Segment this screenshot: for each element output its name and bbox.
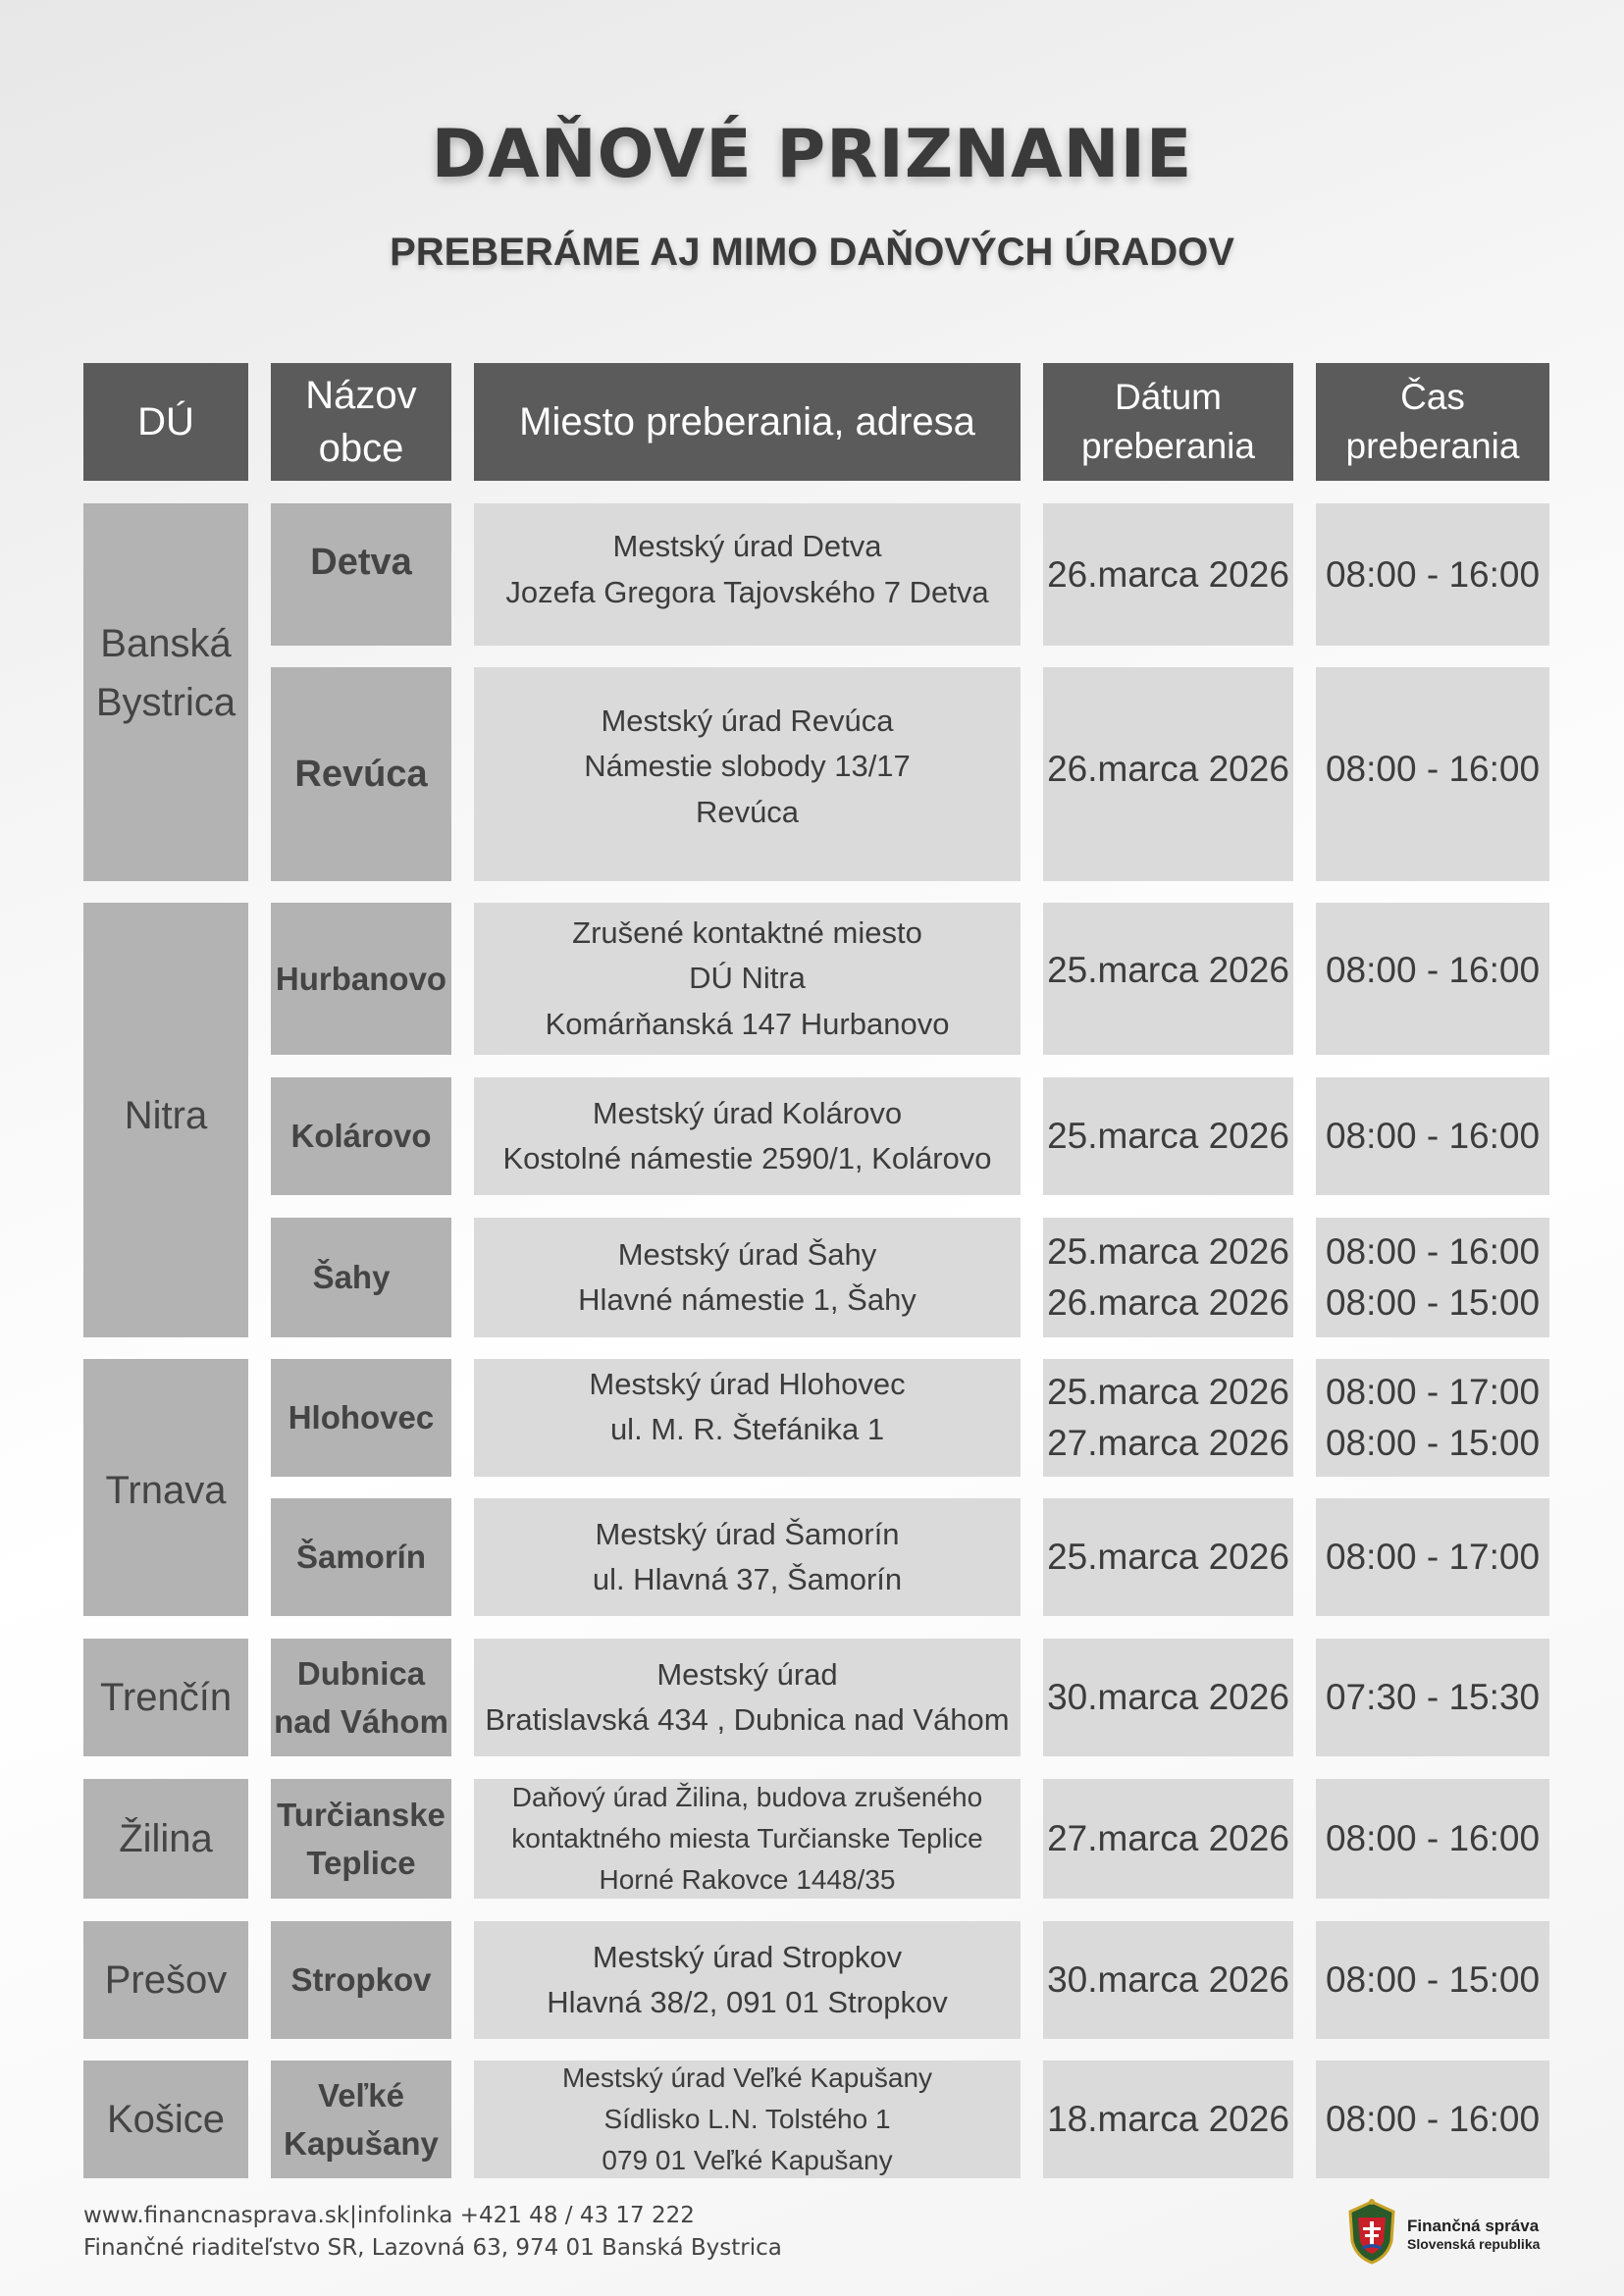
- town-kolarovo-label: Kolárovo: [290, 1118, 432, 1155]
- time-kolarovo: [1316, 1077, 1549, 1195]
- town-hurbanovo: [271, 903, 451, 1055]
- region-kosice: [83, 2061, 248, 2178]
- town-velke-kapusany: [271, 2061, 451, 2178]
- time-sahy: [1316, 1218, 1549, 1337]
- address-dubnica-line1: Mestský úrad: [656, 1656, 838, 1692]
- date-hurbanovo-value: 25.marca 2026: [1047, 949, 1289, 990]
- region-trnava: [83, 1359, 248, 1616]
- address-hlohovec-line2: ul. M. R. Štefánika 1: [609, 1412, 885, 1446]
- address-hurbanovo-line1: Zrušené kontaktné miesto: [572, 914, 922, 950]
- header-miesto: [474, 363, 1021, 481]
- time-turcianske-teplice: [1316, 1779, 1549, 1899]
- date-detva: [1043, 503, 1293, 646]
- town-velke-kapusany-line1: Veľké: [318, 2076, 404, 2113]
- address-hlohovec: [474, 1359, 1021, 1477]
- address-stropkov-line1: Mestský úrad Stropkov: [592, 1939, 903, 1974]
- address-kolarovo: [474, 1077, 1021, 1195]
- address-stropkov: [474, 1921, 1021, 2039]
- time-hlohovec-value1: 08:00 - 17:00: [1325, 1372, 1541, 1413]
- date-samorin-value: 25.marca 2026: [1047, 1537, 1289, 1578]
- time-dubnica: [1316, 1639, 1549, 1756]
- town-dubnica: [271, 1639, 451, 1756]
- address-sahy-line1: Mestský úrad Šahy: [617, 1236, 877, 1272]
- town-sahy-label: Šahy: [312, 1259, 391, 1296]
- town-dubnica-line1: Dubnica: [296, 1654, 426, 1692]
- region-presov: [83, 1921, 248, 2039]
- time-sahy-value2: 08:00 - 15:00: [1325, 1282, 1541, 1323]
- header-datum: [1043, 363, 1293, 481]
- page-title: DAŇOVÉ PRIZNANIE: [431, 116, 1193, 193]
- coat-of-arms-icon: [1344, 2198, 1399, 2271]
- date-turcianske-teplice: [1043, 1779, 1293, 1899]
- address-samorin: [474, 1498, 1021, 1616]
- date-velke-kapusany: [1043, 2061, 1293, 2178]
- address-hurbanovo: [474, 903, 1021, 1055]
- town-detva-label: Detva: [310, 541, 412, 583]
- date-sahy-value1: 25.marca 2026: [1047, 1231, 1289, 1273]
- address-hurbanovo-line3: Komárňanská 147 Hurbanovo: [545, 1006, 950, 1041]
- date-hlohovec-value1: 25.marca 2026: [1047, 1372, 1289, 1413]
- header-cas-line2: preberania: [1345, 426, 1520, 466]
- header-obec-line2: obce: [318, 427, 404, 470]
- time-detva-value: 08:00 - 16:00: [1325, 553, 1541, 595]
- date-kolarovo-value: 25.marca 2026: [1047, 1116, 1289, 1157]
- time-dubnica-value: 07:30 - 15:30: [1325, 1677, 1541, 1718]
- header-datum-line1: Dátum: [1115, 377, 1222, 418]
- time-hurbanovo-value: 08:00 - 16:00: [1325, 949, 1541, 990]
- address-revuca-line3: Revúca: [695, 794, 800, 829]
- time-hurbanovo: [1316, 903, 1549, 1055]
- date-revuca-value: 26.marca 2026: [1047, 749, 1289, 790]
- address-kolarovo-line2: Kostolné námestie 2590/1, Kolárovo: [502, 1141, 992, 1175]
- address-hurbanovo-line2: DÚ Nitra: [689, 961, 806, 996]
- town-revuca: [271, 667, 451, 881]
- address-velke-kapusany: [474, 2061, 1021, 2178]
- town-stropkov: [271, 1921, 451, 2039]
- region-zilina-label: Žilina: [119, 1817, 213, 1860]
- region-banska-bystrica-line1: Banská: [100, 621, 232, 665]
- address-detva-line2: Jozefa Gregora Tajovského 7 Detva: [505, 574, 989, 609]
- region-nitra-label: Nitra: [124, 1093, 208, 1137]
- header-obec-line1: Názov: [305, 374, 417, 417]
- address-turcianske-teplice-line1: Daňový úrad Žilina, budova zrušeného: [511, 1782, 983, 1812]
- address-turcianske-teplice-line2: kontaktného miesta Turčianske Teplice: [511, 1823, 983, 1853]
- logo-name: Finančná správa: [1407, 2217, 1540, 2236]
- region-trencin: [83, 1639, 248, 1756]
- footer-address: Finančné riaditeľstvo SR, Lazovná 63, 974 01 Banská Bystrica: [83, 2235, 782, 2261]
- page-subtitle: PREBERÁME AJ MIMO DAŇOVÝCH ÚRADOV: [390, 231, 1234, 274]
- date-hlohovec-value2: 27.marca 2026: [1047, 1423, 1289, 1463]
- date-stropkov-value: 30.marca 2026: [1047, 1959, 1289, 2001]
- date-velke-kapusany-value: 18.marca 2026: [1047, 2099, 1289, 2140]
- date-sahy: [1043, 1218, 1293, 1337]
- address-hlohovec-line1: Mestský úrad Hlohovec: [589, 1366, 906, 1401]
- time-samorin-value: 08:00 - 17:00: [1325, 1537, 1541, 1578]
- address-stropkov-line2: Hlavná 38/2, 091 01 Stropkov: [547, 1985, 948, 2019]
- town-turcianske-teplice-line1: Turčianske: [277, 1796, 445, 1833]
- address-revuca-line1: Mestský úrad Revúca: [601, 703, 894, 738]
- header-miesto-label: Miesto preberania, adresa: [519, 400, 975, 444]
- region-nitra: [83, 903, 248, 1337]
- header-cas: [1316, 363, 1549, 481]
- date-kolarovo: [1043, 1077, 1293, 1195]
- date-stropkov: [1043, 1921, 1293, 2039]
- address-revuca: [474, 667, 1021, 881]
- time-hlohovec-value2: 08:00 - 15:00: [1325, 1423, 1541, 1463]
- time-sahy-value1: 08:00 - 16:00: [1325, 1231, 1541, 1273]
- town-samorin-label: Šamorín: [295, 1539, 427, 1576]
- logo-subtitle: Slovenská republika: [1407, 2236, 1541, 2253]
- address-turcianske-teplice: [474, 1779, 1021, 1899]
- time-hlohovec: [1316, 1359, 1549, 1477]
- town-velke-kapusany-line2: Kapušany: [284, 2125, 439, 2162]
- region-trencin-label: Trenčín: [99, 1676, 233, 1719]
- region-trnava-label: Trnava: [105, 1469, 227, 1512]
- town-hlohovec-label: Hlohovec: [288, 1399, 435, 1436]
- time-detva: [1316, 503, 1549, 646]
- town-hurbanovo-label: Hurbanovo: [275, 960, 447, 997]
- date-dubnica: [1043, 1639, 1293, 1756]
- region-banska-bystrica: [83, 503, 248, 881]
- town-samorin: [271, 1498, 451, 1616]
- town-stropkov-label: Stropkov: [290, 1961, 432, 1999]
- region-kosice-label: Košice: [106, 2098, 226, 2141]
- date-revuca: [1043, 667, 1293, 881]
- date-samorin: [1043, 1498, 1293, 1616]
- date-detva-value: 26.marca 2026: [1047, 553, 1289, 595]
- address-dubnica: [474, 1639, 1021, 1756]
- region-banska-bystrica-line2: Bystrica: [95, 680, 236, 724]
- time-turcianske-teplice-value: 08:00 - 16:00: [1325, 1818, 1541, 1859]
- region-zilina: [83, 1779, 248, 1899]
- time-velke-kapusany: [1316, 2061, 1549, 2178]
- time-revuca-value: 08:00 - 16:00: [1325, 749, 1541, 790]
- town-turcianske-teplice-line2: Teplice: [306, 1845, 416, 1881]
- time-velke-kapusany-value: 08:00 - 16:00: [1325, 2099, 1541, 2140]
- town-sahy: [271, 1218, 451, 1337]
- date-dubnica-value: 30.marca 2026: [1047, 1677, 1289, 1718]
- town-hlohovec: [271, 1359, 451, 1477]
- header-du: [83, 363, 248, 481]
- time-stropkov: [1316, 1921, 1549, 2039]
- address-detva-line1: Mestský úrad Detva: [612, 529, 882, 563]
- financna-sprava-logo: [1344, 2198, 1540, 2271]
- address-detva: [474, 503, 1021, 646]
- logo-text: [1407, 2216, 1540, 2254]
- address-kolarovo-line1: Mestský úrad Kolárovo: [592, 1095, 903, 1130]
- address-dubnica-line2: Bratislavská 434 , Dubnica nad Váhom: [485, 1702, 1010, 1737]
- town-revuca-label: Revúca: [294, 753, 428, 795]
- date-hlohovec: [1043, 1359, 1293, 1477]
- address-turcianske-teplice-line3: Horné Rakovce 1448/35: [599, 1864, 896, 1895]
- address-samorin-line2: ul. Hlavná 37, Šamorín: [592, 1562, 903, 1596]
- address-samorin-line1: Mestský úrad Šamorín: [595, 1516, 900, 1551]
- address-revuca-line2: Námestie slobody 13/17: [584, 749, 911, 784]
- address-sahy: [474, 1218, 1021, 1337]
- header-du-label: DÚ: [137, 400, 194, 444]
- date-hurbanovo: [1043, 903, 1293, 1055]
- time-stropkov-value: 08:00 - 15:00: [1325, 1959, 1541, 2001]
- address-velke-kapusany-line2: Sídlisko L.N. Tolstého 1: [603, 2104, 891, 2134]
- address-sahy-line2: Hlavné námestie 1, Šahy: [578, 1282, 917, 1317]
- date-turcianske-teplice-value: 27.marca 2026: [1047, 1818, 1289, 1859]
- town-turcianske-teplice: [271, 1779, 451, 1899]
- town-dubnica-line2: nad Váhom: [274, 1703, 448, 1740]
- town-kolarovo: [271, 1077, 451, 1195]
- footer-contact: www.financnasprava.sk|infolinka +421 48 / 43 17 222: [83, 2203, 695, 2228]
- region-presov-label: Prešov: [104, 1958, 228, 2002]
- address-velke-kapusany-line3: 079 01 Veľké Kapušany: [602, 2145, 893, 2175]
- header-cas-line1: Čas: [1400, 377, 1465, 418]
- time-revuca: [1316, 667, 1549, 881]
- date-sahy-value2: 26.marca 2026: [1047, 1282, 1289, 1323]
- address-velke-kapusany-line1: Mestský úrad Veľké Kapušany: [561, 2062, 933, 2093]
- header-obec: [271, 363, 451, 481]
- time-kolarovo-value: 08:00 - 16:00: [1325, 1116, 1541, 1157]
- town-detva: [271, 503, 451, 646]
- time-samorin: [1316, 1498, 1549, 1616]
- header-datum-line2: preberania: [1081, 426, 1255, 466]
